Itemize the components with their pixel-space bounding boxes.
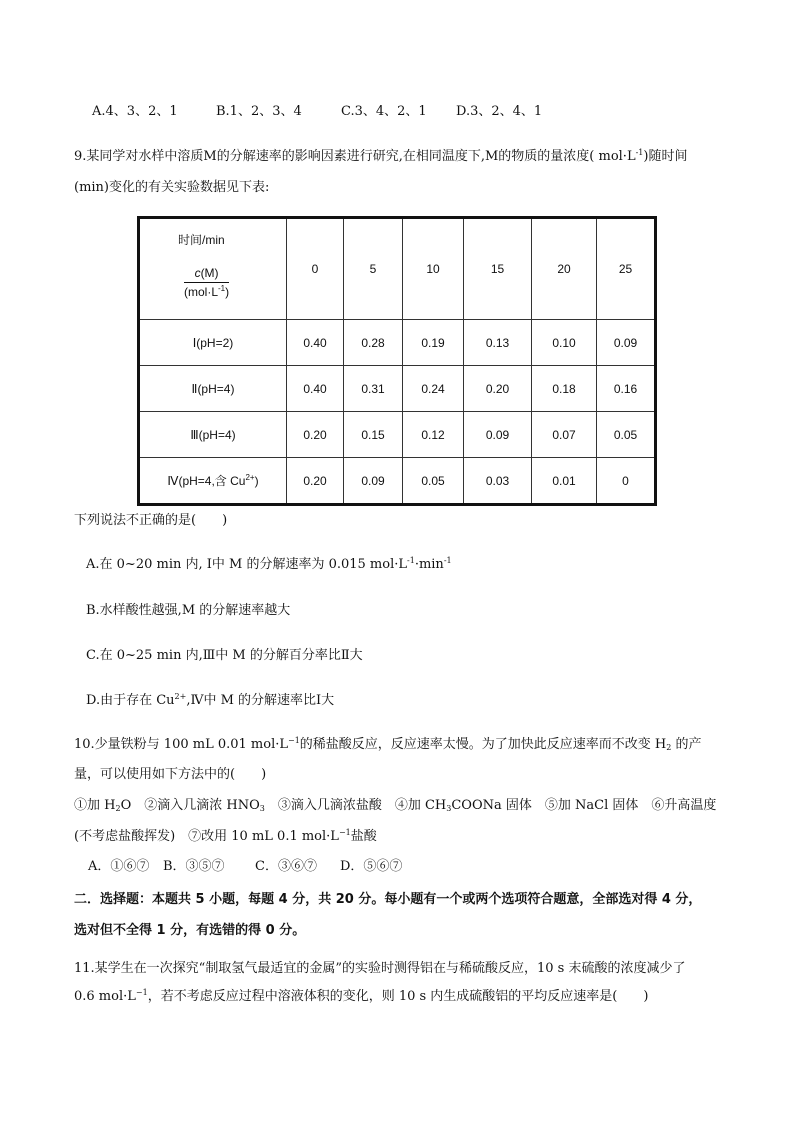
q9-stem-line2: (min)变化的有关实验数据见下表: bbox=[74, 180, 270, 195]
q9-data-table bbox=[137, 216, 657, 506]
table-cell: 0.31 bbox=[344, 366, 403, 412]
table-cell: 0.19 bbox=[403, 320, 464, 366]
time-header: 5 bbox=[344, 218, 403, 320]
table-cell: 0.09 bbox=[344, 458, 403, 505]
q10-option-b: B．③⑤⑦ bbox=[163, 859, 225, 874]
table-cell: 0.18 bbox=[532, 366, 597, 412]
q10-options bbox=[88, 858, 402, 876]
table-cell: 0.07 bbox=[532, 412, 597, 458]
table-cell: 0.20 bbox=[287, 412, 344, 458]
table-cell: 0.40 bbox=[287, 320, 344, 366]
table-cell: 0.20 bbox=[287, 458, 344, 505]
table-row bbox=[139, 320, 656, 366]
q9-question: 下列说法不正确的是( ) bbox=[74, 513, 228, 528]
header-concentration-label: c(M) $(mol\cdot L^{-1})$ bbox=[184, 266, 230, 299]
q9-stem-line1: 9.某同学对水样中溶质M的分解速率的影响因素进行研究,在相同温度下,M的物质的量浓度( $mol\cdot L^{-1}$)随时间 bbox=[74, 148, 688, 164]
table-cell: 0.28 bbox=[344, 320, 403, 366]
section2-line2: 选对但不全得 1 分，有选错的得 0 分。 bbox=[74, 923, 306, 938]
time-header: 25 bbox=[597, 218, 656, 320]
q10-line4: (不考虑盐酸挥发) ⑦改用 10 mL 0.1 $mol\cdot L^{-1}$盐酸 bbox=[74, 828, 377, 844]
table-row bbox=[139, 366, 656, 412]
row-label: Ⅳ(pH=4,含 $Cu^{2+}$) bbox=[139, 458, 287, 505]
q9-option-c: C.在 0~25 min 内,Ⅲ中 M 的分解百分率比Ⅱ大 bbox=[86, 648, 363, 663]
table-cell: 0.01 bbox=[532, 458, 597, 505]
table-cell: 0 bbox=[597, 458, 656, 505]
table-header-corner bbox=[139, 218, 287, 320]
q8-option-d: D.3、2、4、1 bbox=[456, 104, 543, 119]
table-cell: 0.09 bbox=[597, 320, 656, 366]
table-cell: 0.24 bbox=[403, 366, 464, 412]
table-cell: 0.03 bbox=[464, 458, 532, 505]
row-label: Ⅲ(pH=4) bbox=[139, 412, 287, 458]
q11-line2: 0.6 $mol\cdot L^{-1}$，若不考虑反应过程中溶液体积的变化，则 10 s 内生成硫酸铝的平均反应速率是( ) bbox=[74, 988, 649, 1004]
row-label: Ⅱ(pH=4) bbox=[139, 366, 287, 412]
q8-options bbox=[92, 103, 542, 121]
table-cell: 0.40 bbox=[287, 366, 344, 412]
time-header: 10 bbox=[403, 218, 464, 320]
time-header: 0 bbox=[287, 218, 344, 320]
table-cell: 0.09 bbox=[464, 412, 532, 458]
table-cell: 0.05 bbox=[597, 412, 656, 458]
q10-option-c: C．③⑥⑦ bbox=[255, 859, 317, 874]
time-header: 15 bbox=[464, 218, 532, 320]
q9-option-d: D.由于存在 $Cu^{2+},Ⅳ$中 M 的分解速率比Ⅰ大 bbox=[86, 692, 335, 708]
q8-option-a: A.4、3、2、1 bbox=[92, 104, 178, 119]
q10-option-d: D．⑤⑥⑦ bbox=[340, 859, 403, 874]
q9-option-b: B.水样酸性越强,M 的分解速率越大 bbox=[86, 603, 291, 618]
table-row bbox=[139, 458, 656, 505]
time-header: 20 bbox=[532, 218, 597, 320]
table-cell: 0.15 bbox=[344, 412, 403, 458]
row-label: Ⅰ(pH=2) bbox=[139, 320, 287, 366]
table-cell: 0.20 bbox=[464, 366, 532, 412]
header-time-label: 时间/min bbox=[178, 233, 225, 247]
q10-line3: ①加 $H_2O$ ②滴入几滴浓 $HNO_3$ ③滴入几滴浓盐酸 ④加 $CH_3COONa$ 固体 ⑤加 NaCl 固体 ⑥升高温度 bbox=[74, 798, 717, 813]
q10-line2: 量，可以使用如下方法中的( ) bbox=[74, 767, 267, 782]
section2-line1: 二．选择题：本题共 5 小题，每题 4 分，共 20 分。每小题有一个或两个选项符合题意，全部选对得 4 分， bbox=[74, 892, 702, 907]
table-header-row bbox=[139, 218, 656, 320]
q9-option-a: A.在 0~20 min 内, Ⅰ中 M 的分解速率为 0.015 $mol\cdot L^{-1}\cdot\min^{-1}$ bbox=[86, 556, 452, 572]
table-cell: 0.05 bbox=[403, 458, 464, 505]
q11-line1: 11.某学生在一次探究“制取氢气最适宜的金属”的实验时测得铝在与稀硫酸反应，10 s 末硫酸的浓度减少了 bbox=[74, 961, 686, 976]
q10-option-a: A．①⑥⑦ bbox=[88, 859, 150, 874]
table-cell: 0.13 bbox=[464, 320, 532, 366]
table-cell: 0.16 bbox=[597, 366, 656, 412]
table-cell: 0.12 bbox=[403, 412, 464, 458]
q8-option-b: B.1、2、3、4 bbox=[216, 104, 302, 119]
table-row bbox=[139, 412, 656, 458]
table-cell: 0.10 bbox=[532, 320, 597, 366]
q10-line1: 10.少量铁粉与 100 mL 0.01 $mol\cdot L^{-1}$的稀盐酸反应，反应速率太慢。为了加快此反应速率而不改变 $H_2$ 的产 bbox=[74, 736, 702, 752]
q8-option-c: C.3、4、2、1 bbox=[341, 104, 427, 119]
